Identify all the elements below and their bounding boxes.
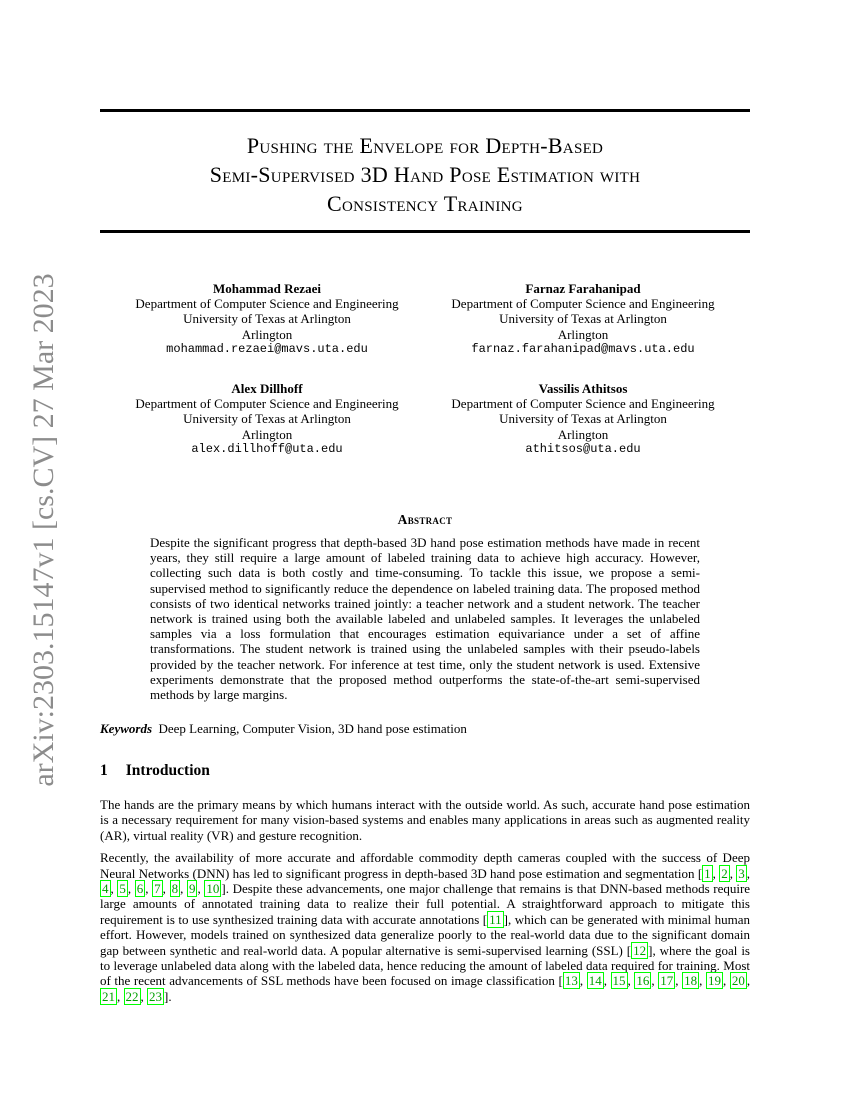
author-univ: University of Texas at Arlington [499, 411, 667, 427]
author-dept: Department of Computer Science and Engineering [135, 396, 399, 412]
citation-link[interactable]: 5 [119, 881, 126, 897]
paragraph-text: . [168, 988, 172, 1004]
author-city: Arlington [241, 326, 293, 342]
abstract-heading: Abstract [397, 512, 453, 527]
title-top-rule [100, 109, 750, 112]
author-name: Mohammad Rezaei [213, 281, 321, 296]
citation-link[interactable]: 17 [660, 973, 674, 989]
author-dept: Department of Computer Science and Engineering [451, 396, 715, 412]
citation-link[interactable]: 2 [721, 865, 728, 881]
paragraph-text: . Despite these advancements, one major challenge that remains is that DNN-based methods require large amounts of annotated training data to realize their full potential. A straightforward approach to mitigate this requirement is to use synthesized training data with accurate annotations [100, 881, 751, 927]
author-univ: University of Texas at Arlington [499, 311, 667, 327]
author-city: Arlington [557, 326, 609, 342]
citation-link[interactable]: 16 [636, 973, 650, 989]
section-heading [100, 762, 210, 780]
arxiv-stamp: arXiv:2303.15147v1 [cs.CV] 27 Mar 2023 [27, 273, 60, 787]
author-email[interactable]: alex.dillhoff@uta.edu [191, 441, 343, 456]
citation-group: 1 , 2 , 3 , 4 , 5 , 6 , 7 , 8 , 9 , 10 [102, 865, 751, 897]
author-univ: University of Texas at Arlington [183, 411, 351, 427]
citation-link[interactable]: 20 [731, 973, 745, 989]
keywords-text: Deep Learning, Computer Vision, 3D hand pose estimation [158, 721, 467, 736]
citation-link[interactable]: 6 [136, 881, 144, 897]
intro-paragraph-2: Recently, the availability of more accurate and affordable commodity depth cameras coupled with the success of Deep Neural Networks (DNN) has led to significant progress in depth-based 3D hand pose estimation and segmentation [ 1 , 2 , 3 , 4 , 5 , 6 , 7 , 8 , 9 , 10 ]. Despite these advancements, one major challenge that remains is that DNN-based methods require large amounts of annotated training data to realize their full potential. A straightforward approach to mitigate this requirement is to use synthesized training data with accurate annotations [ 11 ], which can be generated with minimal human effort. However, models trained on synthesized data generalize poorly to the real-world data due to the significant domain gap between synthetic and real-world data. A popular alternative is semi-supervised learning (SSL) [ 12 ], where the goal is to leverage unlabeled data along with the labeled data, hence reducing the amount of labeled data required for training. Most of the recent advancements of SSL methods have been focused on image classification [ 13 , 14 , 15 , 16 , 17 , 18 , 19 , 20 , 21 , 22 , 23 ]. [100, 850, 751, 1004]
author-card [423, 281, 743, 357]
title-line-2: Semi-Supervised 3D Hand Pose Estimation with [209, 162, 641, 187]
paragraph-text: Recently, the availability of more accurate and affordable commodity depth cameras coupled with the success of Deep Neural Networks (DNN) has led to significant progress in depth-based 3D hand pose estimation and segmentation [100, 850, 750, 881]
author-email[interactable]: farnaz.farahanipad@mavs.uta.edu [471, 341, 695, 356]
keywords [100, 721, 467, 737]
citation-link[interactable]: 1 [704, 865, 711, 881]
title-line-1: Pushing the Envelope for Depth-Based [246, 133, 604, 158]
section-title: Introduction [125, 762, 210, 779]
intro-body [100, 797, 750, 1011]
author-card [107, 381, 427, 457]
citation-group: 13 , 14 , 15 , 16 , 17 , 18 , 19 , 20 , 21 , 22 , 23 [102, 973, 751, 1004]
paper-title [100, 131, 750, 218]
author-name: Vassilis Athitsos [538, 381, 628, 396]
author-univ: University of Texas at Arlington [183, 311, 351, 327]
author-email[interactable]: athitsos@uta.edu [525, 441, 641, 456]
title-bottom-rule [100, 230, 750, 233]
author-email[interactable]: mohammad.rezaei@mavs.uta.edu [166, 341, 368, 356]
paragraph-text: , which can be generated with minimal human effort. However, models trained on synthesized data generalize poorly to the real-world data due to the significant domain gap between synthetic and real-world data. A popular alternative is semi-supervised learning (SSL) [100, 911, 750, 958]
citation-link[interactable]: 4 [102, 881, 109, 897]
citation-link[interactable]: 15 [612, 973, 626, 989]
author-city: Arlington [241, 426, 293, 442]
citation-link[interactable]: 10 [206, 881, 220, 897]
abstract-text: Despite the significant progress that depth-based 3D hand pose estimation methods have made in recent years, they still require a large amount of labeled training data to achieve high accuracy. However, collecting such data is both costly and time-consuming. To tackle this issue, we propose a semi-supervised method to significantly reduce the dependence on labeled training data. The proposed method consists of two identical networks trained jointly: a teacher network and a student network. The teacher network is trained using both the available labeled and unlabeled samples. It leverages the unlabeled samples via a loss formulation that encourages estimation equivariance under a set of affine transformations. The student network is trained using the unlabeled samples with their pseudo-labels provided by the teacher network. For inference at test time, only the student network is used. Extensive experiments demonstrate that the proposed method outperforms the state-of-the-art semi-supervised methods by large margins. [150, 535, 700, 703]
keywords-label: Keywords [100, 721, 152, 736]
citation-link[interactable]: 8 [171, 881, 179, 897]
section-number: 1 [100, 762, 108, 779]
author-name: Alex Dillhoff [231, 381, 303, 396]
author-card [423, 381, 743, 457]
citation-link[interactable]: 19 [707, 973, 721, 989]
paragraph-text: , where the goal is to leverage unlabeled data along with the labeled data, hence reducing the amount of labeled data required for training. Most of the recent advancements of SSL methods have been focused on image classification [100, 942, 750, 989]
abstract-body [150, 535, 700, 702]
citation-link[interactable]: 14 [588, 973, 602, 989]
citation-link[interactable]: 3 [738, 865, 745, 881]
citation-link[interactable]: 22 [125, 988, 139, 1004]
author-city: Arlington [557, 426, 609, 442]
citation-link[interactable]: 13 [564, 973, 578, 989]
author-dept: Department of Computer Science and Engineering [135, 296, 399, 312]
author-card [107, 281, 427, 357]
author-name: Farnaz Farahanipad [525, 281, 641, 296]
citation-link[interactable]: 7 [154, 881, 161, 897]
author-dept: Department of Computer Science and Engineering [451, 296, 715, 312]
citation-link[interactable]: 21 [102, 988, 115, 1004]
intro-paragraph-1: The hands are the primary means by which humans interact with the outside world. As such, accurate hand pose estimation is a necessary requirement for many vision-based systems and enables many applications in areas such as augmented reality (AR), virtual reality (VR) and gesture recognition. [100, 797, 750, 843]
citation-link[interactable]: 12 [633, 942, 647, 958]
citation-link[interactable]: 9 [188, 881, 196, 897]
citation-link[interactable]: 18 [684, 973, 698, 989]
citation-link[interactable]: 11 [489, 911, 502, 927]
title-line-3: Consistency Training [327, 191, 523, 216]
citation-link[interactable]: 23 [149, 988, 162, 1004]
